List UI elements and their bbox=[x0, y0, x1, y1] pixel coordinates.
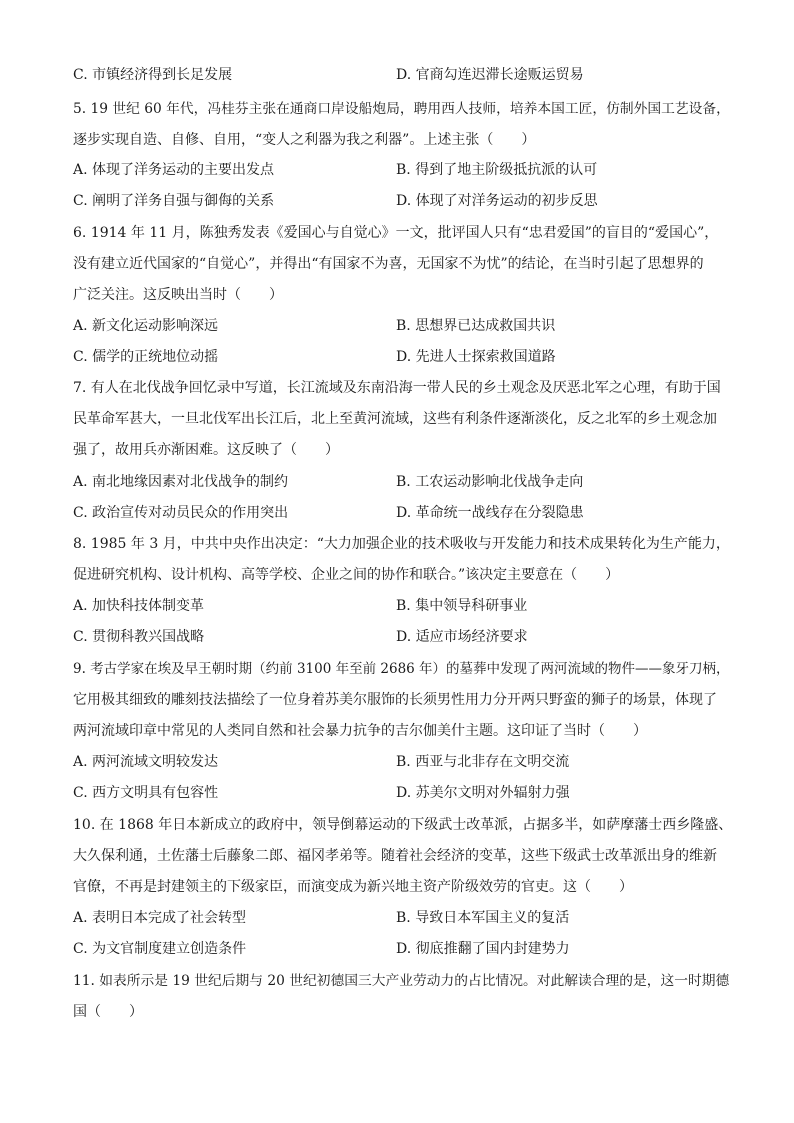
q8-option-d: D. 适应市场经济要求 bbox=[396, 629, 528, 645]
q10-stem-line-1: 10. 在 1868 年日本新成立的政府中，领导倒幕运动的下级武士改革派，占据多半，如萨摩藩士西乡隆盛、 bbox=[73, 817, 733, 833]
q9-stem-line-1: 9. 考古学家在埃及早王朝时期（约前 3100 年至前 2686 年）的墓葬中发现了两河流域的物件——象牙刀柄， bbox=[73, 661, 730, 677]
q9-stem-line-2: 它用极其细致的雕刻技法描绘了一位身着苏美尔服饰的长须男性用力分开两只野蛮的狮子的场景，体现了 bbox=[73, 692, 717, 708]
q6-option-a: A. 新文化运动影响深远 bbox=[73, 318, 219, 334]
q9-option-b: B. 西亚与北非存在文明交流 bbox=[396, 754, 570, 770]
q10-option-a: A. 表明日本完成了社会转型 bbox=[73, 910, 247, 926]
q5-option-d: D. 体现了对洋务运动的初步反思 bbox=[396, 193, 598, 209]
q7-stem-line-2: 民革命军甚大，一旦北伐军出长江后，北上至黄河流域，这些有利条件逐渐淡化，反之北军的乡土观念加 bbox=[73, 411, 717, 427]
q10-options-ab bbox=[73, 908, 753, 928]
q5-option-a: A. 体现了洋务运动的主要出发点 bbox=[73, 162, 275, 178]
q5-option-c: C. 阐明了洋务自强与御侮的关系 bbox=[73, 193, 275, 209]
q10-options-cd bbox=[73, 939, 753, 959]
q6-stem-line-1: 6. 1914 年 11 月，陈独秀发表《爱国心与自觉心》一文，批评国人只有“忠君爱国”的盲目的“爱国心”， bbox=[73, 225, 719, 241]
q10-option-b: B. 导致日本军国主义的复活 bbox=[396, 910, 570, 926]
q10-stem-line-3: 官僚，不再是封建领主的下级家臣，而演变成为新兴地主资产阶级效劳的官吏。这（ ） bbox=[73, 879, 633, 895]
q6-option-b: B. 思想界已达成救国共识 bbox=[396, 318, 556, 334]
q10-stem-line-2: 大久保利通，土佐藩士后藤象二郎、福冈孝弟等。随着社会经济的变革，这些下级武士改革派出身的维新 bbox=[73, 848, 717, 864]
q4-options-cd bbox=[73, 65, 753, 85]
q4-option-c: C. 市镇经济得到长足发展 bbox=[73, 67, 233, 83]
q9-option-c: C. 西方文明具有包容性 bbox=[73, 785, 219, 801]
q4-option-d: D. 官商勾连迟滞长途贩运贸易 bbox=[396, 67, 584, 83]
q8-option-b: B. 集中领导科研事业 bbox=[396, 598, 528, 614]
q8-options-cd bbox=[73, 627, 753, 647]
q10-option-d: D. 彻底推翻了国内封建势力 bbox=[396, 941, 570, 957]
q8-stem-line-1: 8. 1985 年 3 月，中共中央作出决定：“大力加强企业的技术吸收与开发能力和技术成果转化为生产能力， bbox=[73, 536, 730, 552]
q11-stem-line-1: 11. 如表所示是 19 世纪后期与 20 世纪初德国三大产业劳动力的占比情况。对此解读合理的是，这一时期德 bbox=[73, 973, 730, 989]
q8-option-a: A. 加快科技体制变革 bbox=[73, 598, 205, 614]
q8-option-c: C. 贯彻科教兴国战略 bbox=[73, 629, 205, 645]
q5-stem-line-1: 5. 19 世纪 60 年代，冯桂芬主张在通商口岸设船炮局，聘用西人技师，培养本国工匠，仿制外国工艺设备， bbox=[73, 101, 730, 117]
q5-options-ab bbox=[73, 160, 753, 180]
q7-option-a: A. 南北地缘因素对北伐战争的制约 bbox=[73, 474, 289, 490]
q7-stem-line-1: 7. 有人在北伐战争回忆录中写道，长江流域及东南沿海一带人民的乡土观念及厌恶北军之心理，有助于国 bbox=[73, 380, 721, 396]
q6-options-cd bbox=[73, 347, 753, 367]
q9-option-a: A. 两河流域文明较发达 bbox=[73, 754, 219, 770]
q11-stem-line-2: 国（ ） bbox=[73, 1004, 143, 1020]
q6-option-c: C. 儒学的正统地位动摇 bbox=[73, 349, 219, 365]
q9-stem-line-3: 两河流域印章中常见的人类同自然和社会暴力抗争的吉尔伽美什主题。这印证了当时（ ） bbox=[73, 723, 647, 739]
q5-stem-line-2: 逐步实现自造、自修、自用，“变人之利器为我之利器”。上述主张（ ） bbox=[73, 132, 536, 148]
q9-options-cd bbox=[73, 783, 753, 803]
q9-option-d: D. 苏美尔文明对外辐射力强 bbox=[396, 785, 570, 801]
q5-options-cd bbox=[73, 191, 753, 211]
q7-options-cd bbox=[73, 503, 753, 523]
q8-options-ab bbox=[73, 596, 753, 616]
q7-option-c: C. 政治宣传对动员民众的作用突出 bbox=[73, 505, 289, 521]
q7-option-b: B. 工农运动影响北伐战争走向 bbox=[396, 474, 584, 490]
q5-option-b: B. 得到了地主阶级抵抗派的认可 bbox=[396, 162, 598, 178]
q9-options-ab bbox=[73, 752, 753, 772]
q6-stem-line-2: 没有建立近代国家的“自觉心”，并得出“有国家不为喜，无国家不为忧”的结论，在当时引起了思想界的 bbox=[73, 256, 704, 272]
q7-options-ab bbox=[73, 472, 753, 492]
q6-options-ab bbox=[73, 316, 753, 336]
q10-option-c: C. 为文官制度建立创造条件 bbox=[73, 941, 247, 957]
q7-stem-line-3: 强了，故用兵亦渐困难。这反映了（ ） bbox=[73, 442, 339, 458]
q6-option-d: D. 先进人士探索救国道路 bbox=[396, 349, 556, 365]
q8-stem-line-2: 促进研究机构、设计机构、高等学校、企业之间的协作和联合。”该决定主要意在（ ） bbox=[73, 567, 620, 583]
q6-stem-line-3: 广泛关注。这反映出当时（ ） bbox=[73, 287, 283, 303]
q7-option-d: D. 革命统一战线存在分裂隐患 bbox=[396, 505, 584, 521]
